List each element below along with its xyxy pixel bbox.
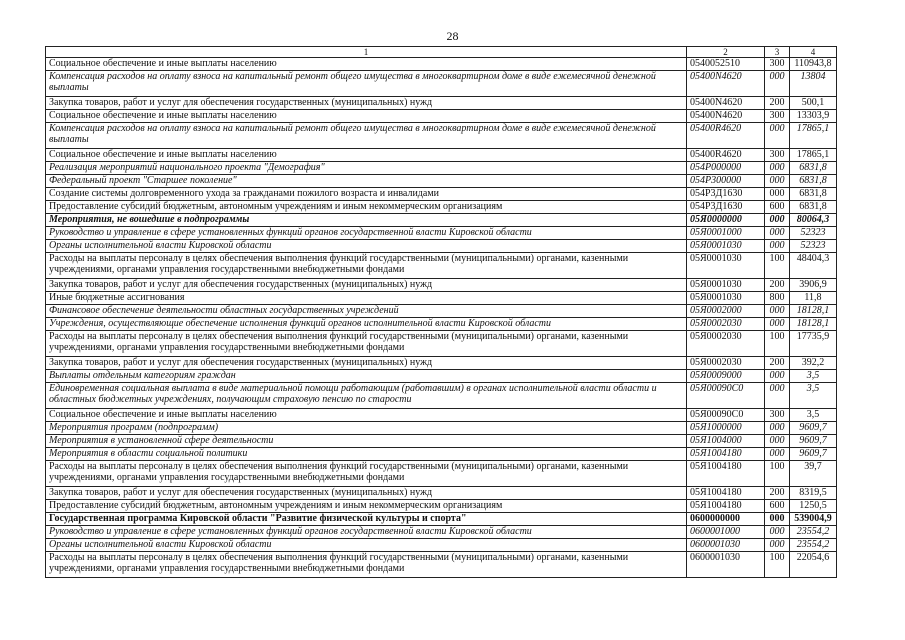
- row-amount: 11,8: [790, 292, 837, 305]
- row-code: 05Я1004180: [687, 461, 765, 487]
- row-name: Учреждения, осуществляющие обеспечение исполнения функций органов исполнительной власти Кировской области: [46, 318, 687, 331]
- row-name: Закупка товаров, работ и услуг для обеспечения государственных (муниципальных) нужд: [46, 487, 687, 500]
- row-amount: 6831,8: [790, 188, 837, 201]
- row-amount: 6831,8: [790, 175, 837, 188]
- table-row: [46, 149, 837, 162]
- row-amount: 392,2: [790, 357, 837, 370]
- header-col-2: 2: [687, 47, 765, 58]
- row-name: Единовременная социальная выплата в виде материальной помощи работающим (работавшим) в органах исполнительной власти области и областных бюджетных учреждениях, получающим страховую пенсию по старости: [46, 383, 687, 409]
- row-amount: 6831,8: [790, 162, 837, 175]
- page-number: 28: [446, 29, 459, 43]
- row-code: 05400N4620: [687, 97, 765, 110]
- row-code: 054P3Д1630: [687, 201, 765, 214]
- table-row: [46, 227, 837, 240]
- row-type: 000: [765, 188, 790, 201]
- row-type: 300: [765, 149, 790, 162]
- table-row: [46, 58, 837, 71]
- row-amount: 52323: [790, 240, 837, 253]
- row-code: 05400R4620: [687, 149, 765, 162]
- row-code: 05Я0001000: [687, 227, 765, 240]
- row-name: Предоставление субсидий бюджетным, автономным учреждениям и иным некоммерческим организациям: [46, 201, 687, 214]
- header-col-1: 1: [46, 47, 687, 58]
- row-amount: 3906,9: [790, 279, 837, 292]
- row-amount: 6831,8: [790, 201, 837, 214]
- row-amount: 500,1: [790, 97, 837, 110]
- table-row: [46, 448, 837, 461]
- row-amount: 13804: [790, 71, 837, 97]
- row-code: 05Я1004180: [687, 487, 765, 500]
- row-code: 0540052510: [687, 58, 765, 71]
- table-row: [46, 370, 837, 383]
- table-row: [46, 292, 837, 305]
- table-row: [46, 318, 837, 331]
- table-row: [46, 552, 837, 578]
- row-name: Реализация мероприятий национального проекта "Демография": [46, 162, 687, 175]
- table-row: [46, 110, 837, 123]
- row-name: Иные бюджетные ассигнования: [46, 292, 687, 305]
- row-type: 000: [765, 539, 790, 552]
- row-name: Федеральный проект "Старшее поколение": [46, 175, 687, 188]
- table-row: [46, 500, 837, 513]
- row-code: 05Я0002000: [687, 305, 765, 318]
- row-type: 000: [765, 214, 790, 227]
- row-code: 0600001030: [687, 552, 765, 578]
- table-row: [46, 357, 837, 370]
- row-type: 100: [765, 331, 790, 357]
- row-code: 054P3Д1630: [687, 188, 765, 201]
- row-name: Создание системы долговременного ухода за гражданами пожилого возраста и инвалидами: [46, 188, 687, 201]
- row-code: 05Я00090С0: [687, 383, 765, 409]
- row-type: 000: [765, 162, 790, 175]
- row-type: 200: [765, 357, 790, 370]
- row-name: Социальное обеспечение и иные выплаты населению: [46, 409, 687, 422]
- row-code: 054P300000: [687, 175, 765, 188]
- table-row: [46, 526, 837, 539]
- row-code: 05Я0002030: [687, 357, 765, 370]
- table-row: [46, 539, 837, 552]
- row-code: 0600001000: [687, 526, 765, 539]
- row-type: 200: [765, 487, 790, 500]
- row-amount: 80064,3: [790, 214, 837, 227]
- row-code: 05Я1004180: [687, 448, 765, 461]
- header-col-3: 3: [765, 47, 790, 58]
- row-code: 05Я1004000: [687, 435, 765, 448]
- row-name: Выплаты отдельным категориям граждан: [46, 370, 687, 383]
- row-name: Расходы на выплаты персоналу в целях обеспечения выполнения функций государственными (муниципальными) органами, казенными учреждениями, органами управления государственными внебюджетными фондами: [46, 461, 687, 487]
- row-code: 054P000000: [687, 162, 765, 175]
- row-amount: 9609,7: [790, 435, 837, 448]
- row-type: 000: [765, 71, 790, 97]
- row-name: Компенсация расходов на оплату взноса на капитальный ремонт общего имущества в многоквартирном доме в виде ежемесячной денежной выплаты: [46, 71, 687, 97]
- row-name: Предоставление субсидий бюджетным, автономным учреждениям и иным некоммерческим организациям: [46, 500, 687, 513]
- row-amount: 23554,2: [790, 539, 837, 552]
- table-row: [46, 331, 837, 357]
- row-code: 05Я0002030: [687, 331, 765, 357]
- row-amount: 17735,9: [790, 331, 837, 357]
- table-row: [46, 201, 837, 214]
- row-amount: 13303,9: [790, 110, 837, 123]
- row-code: 0600000000: [687, 513, 765, 526]
- row-type: 200: [765, 97, 790, 110]
- row-name: Социальное обеспечение и иные выплаты населению: [46, 149, 687, 162]
- row-code: 05Я0001030: [687, 253, 765, 279]
- header-col-4: 4: [790, 47, 837, 58]
- row-amount: 3,5: [790, 370, 837, 383]
- row-amount: 48404,3: [790, 253, 837, 279]
- row-amount: 18128,1: [790, 305, 837, 318]
- row-name: Социальное обеспечение и иные выплаты населению: [46, 58, 687, 71]
- row-type: 000: [765, 240, 790, 253]
- row-amount: 9609,7: [790, 448, 837, 461]
- budget-table: [45, 46, 837, 578]
- row-name: Мероприятия в области социальной политики: [46, 448, 687, 461]
- row-code: 05400N4620: [687, 71, 765, 97]
- row-amount: 39,7: [790, 461, 837, 487]
- row-name: Руководство и управление в сфере установленных функций органов государственной власти Кировской области: [46, 227, 687, 240]
- table-row: [46, 435, 837, 448]
- row-amount: 110943,8: [790, 58, 837, 71]
- table-row: [46, 305, 837, 318]
- row-name: Закупка товаров, работ и услуг для обеспечения государственных (муниципальных) нужд: [46, 279, 687, 292]
- table-row: [46, 240, 837, 253]
- row-type: 300: [765, 58, 790, 71]
- row-code: 05Я0009000: [687, 370, 765, 383]
- row-type: 300: [765, 110, 790, 123]
- row-type: 100: [765, 253, 790, 279]
- row-code: 05Я1000000: [687, 422, 765, 435]
- row-amount: 23554,2: [790, 526, 837, 539]
- table-row: [46, 422, 837, 435]
- row-name: Мероприятия программ (подпрограмм): [46, 422, 687, 435]
- row-type: 000: [765, 448, 790, 461]
- row-amount: 22054,6: [790, 552, 837, 578]
- row-type: 000: [765, 123, 790, 149]
- row-name: Руководство и управление в сфере установленных функций органов государственной власти Кировской области: [46, 526, 687, 539]
- row-code: 05Я0002030: [687, 318, 765, 331]
- row-name: Закупка товаров, работ и услуг для обеспечения государственных (муниципальных) нужд: [46, 97, 687, 110]
- table-row: [46, 409, 837, 422]
- row-name: Социальное обеспечение и иные выплаты населению: [46, 110, 687, 123]
- table-row: [46, 123, 837, 149]
- table-row: [46, 97, 837, 110]
- table-row: [46, 71, 837, 97]
- row-amount: 539004,9: [790, 513, 837, 526]
- row-type: 200: [765, 279, 790, 292]
- row-amount: 3,5: [790, 409, 837, 422]
- row-amount: 8319,5: [790, 487, 837, 500]
- row-name: Мероприятия в установленной сфере деятельности: [46, 435, 687, 448]
- table-row: [46, 162, 837, 175]
- row-type: 000: [765, 422, 790, 435]
- row-code: 05400R4620: [687, 123, 765, 149]
- table-row: [46, 175, 837, 188]
- row-name: Государственная программа Кировской области "Развитие физической культуры и спорта": [46, 513, 687, 526]
- row-type: 600: [765, 201, 790, 214]
- row-name: Мероприятия, не вошедшие в подпрограммы: [46, 214, 687, 227]
- row-type: 000: [765, 227, 790, 240]
- row-name: Расходы на выплаты персоналу в целях обеспечения выполнения функций государственными (муниципальными) органами, казенными учреждениями, органами управления государственными внебюджетными фондами: [46, 253, 687, 279]
- table-row: [46, 513, 837, 526]
- table-row: [46, 487, 837, 500]
- row-code: 05Я0001030: [687, 240, 765, 253]
- row-type: 100: [765, 461, 790, 487]
- row-type: 000: [765, 318, 790, 331]
- row-name: Закупка товаров, работ и услуг для обеспечения государственных (муниципальных) нужд: [46, 357, 687, 370]
- table-row: [46, 461, 837, 487]
- row-name: Органы исполнительной власти Кировской области: [46, 539, 687, 552]
- row-name: Органы исполнительной власти Кировской области: [46, 240, 687, 253]
- row-type: 000: [765, 175, 790, 188]
- row-type: 000: [765, 370, 790, 383]
- row-amount: 1250,5: [790, 500, 837, 513]
- row-type: 100: [765, 552, 790, 578]
- table-row: [46, 279, 837, 292]
- row-type: 000: [765, 513, 790, 526]
- row-amount: 3,5: [790, 383, 837, 409]
- row-code: 05Я00090С0: [687, 409, 765, 422]
- table-row: [46, 383, 837, 409]
- row-code: 05Я0001030: [687, 292, 765, 305]
- table-row: [46, 214, 837, 227]
- row-amount: 18128,1: [790, 318, 837, 331]
- row-amount: 9609,7: [790, 422, 837, 435]
- row-type: 000: [765, 305, 790, 318]
- row-type: 800: [765, 292, 790, 305]
- table-header-row: [46, 47, 837, 58]
- row-amount: 52323: [790, 227, 837, 240]
- table-row: [46, 188, 837, 201]
- row-type: 000: [765, 383, 790, 409]
- row-code: 0600001030: [687, 539, 765, 552]
- row-name: Расходы на выплаты персоналу в целях обеспечения выполнения функций государственными (муниципальными) органами, казенными учреждениями, органами управления государственными внебюджетными фондами: [46, 552, 687, 578]
- row-code: 05Я0001030: [687, 279, 765, 292]
- row-name: Расходы на выплаты персоналу в целях обеспечения выполнения функций государственными (муниципальными) органами, казенными учреждениями, органами управления государственными внебюджетными фондами: [46, 331, 687, 357]
- row-code: 05400N4620: [687, 110, 765, 123]
- row-code: 05Я1004180: [687, 500, 765, 513]
- row-name: Компенсация расходов на оплату взноса на капитальный ремонт общего имущества в многоквартирном доме в виде ежемесячной денежной выплаты: [46, 123, 687, 149]
- row-code: 05Я0000000: [687, 214, 765, 227]
- row-amount: 17865,1: [790, 123, 837, 149]
- row-name: Финансовое обеспечение деятельности областных государственных учреждений: [46, 305, 687, 318]
- row-type: 300: [765, 409, 790, 422]
- row-type: 600: [765, 500, 790, 513]
- row-type: 000: [765, 435, 790, 448]
- row-type: 000: [765, 526, 790, 539]
- row-amount: 17865,1: [790, 149, 837, 162]
- table-row: [46, 253, 837, 279]
